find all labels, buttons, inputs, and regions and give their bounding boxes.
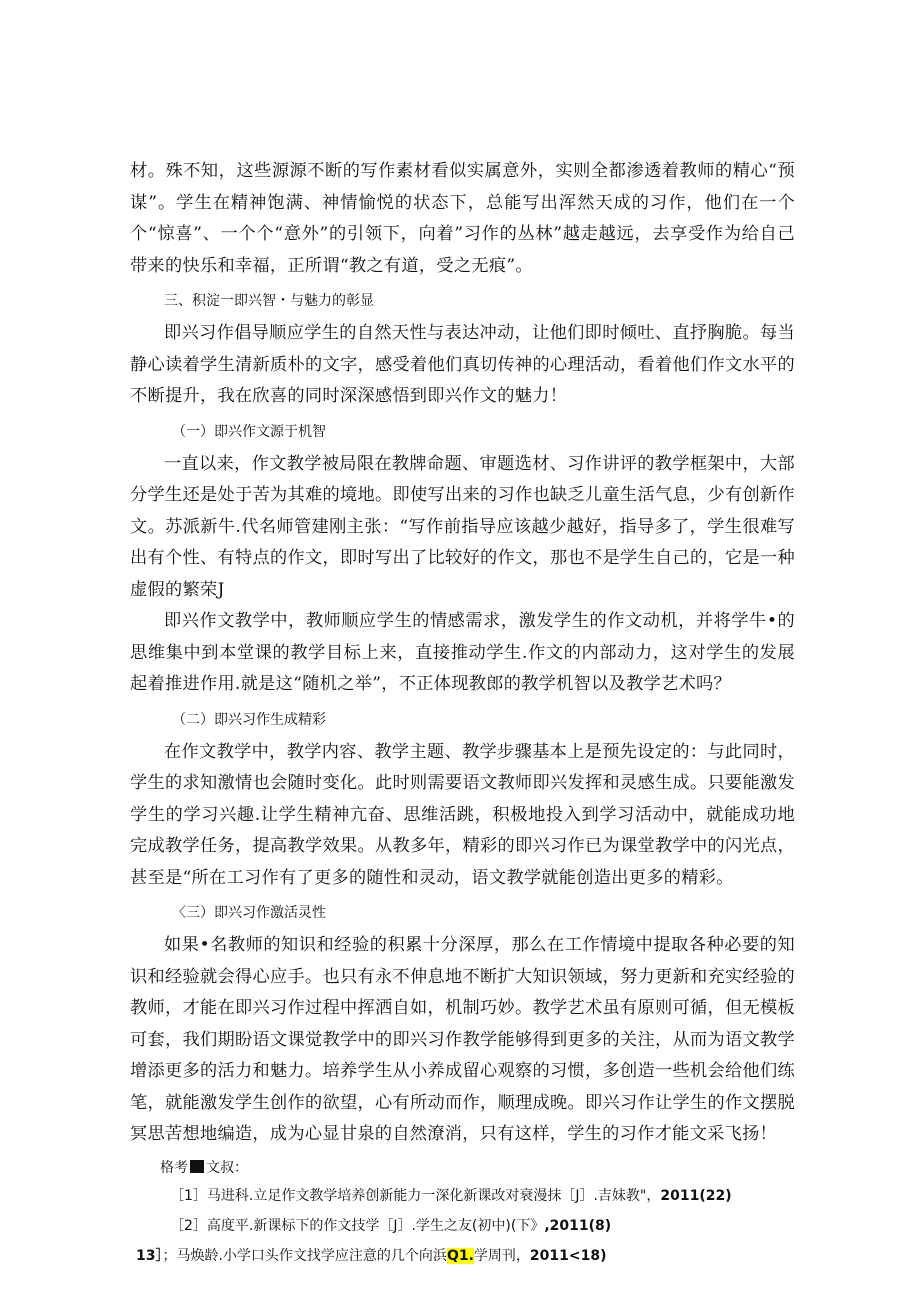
reference-3-text: ；马焕龄.小学口头作文找学应注意的几个向浜	[162, 1247, 447, 1264]
reference-item-3	[130, 1241, 795, 1271]
references-title-before: 格考	[160, 1159, 188, 1176]
section-3-intro: 即兴习作倡导顺应学生的自然天性与表达冲动，让他们即时倾吐、直抒胸脆。每当静心读着学生清新质朴的文字，感受着他们真切传神的心理活动，看着他们作文水平的不断提升，我在欣喜的同时深深感悟到即兴作文的魅力！	[130, 323, 795, 406]
intro-paragraph: 材。殊不知，这些源源不断的写作素材看似实属意外，实则全都渗透着教师的精心“预谋”。学生在精神饱满、神情愉悦的状态下，总能写出浑然天成的习作，他们在一个个“惊喜”、一个个“意外”的引领下，向着”习作的丛林”越走越远，去享受作为给自己带来的快乐和幸福，正所谓“教之有道，受之无痕”。	[130, 161, 795, 276]
subsection-1-heading: （一）即兴作文源于机智	[172, 423, 326, 440]
reference-item-2	[130, 1211, 795, 1241]
reference-3-year: 2011<18)	[529, 1247, 607, 1264]
reference-1-year: 2011(22)	[660, 1187, 732, 1204]
reference-item-1	[130, 1181, 795, 1211]
subsection-1-paragraph-1: 一直以来，作文教学被局限在教牌命题、审题选材、习作讲评的教学框架中，大部分学生还是处于苦为其难的境地。即使写出来的习作也缺乏儿童生活气息，少有创新作文。苏派新牛.代名师管建刚主张：“写作前指导应该越少越好，指导多了，学生很难写出有个性、有特点的作文，即时写出了比较好的作文，那也不是学生自己的，它是一种虚假的繁荣J	[130, 453, 795, 600]
subsection-2-heading: （二）即兴习作生成精彩	[172, 711, 326, 728]
reference-3-after: 学周刊，	[473, 1247, 530, 1264]
reference-1-text: ［1］马进科.立足作文教学培养创新能力一深化新课改对衰漫抹［J］.吉妹教"，	[170, 1187, 661, 1204]
document-body	[130, 156, 795, 1271]
subsection-3-heading: 〈三）即兴习作激活灵性	[172, 905, 326, 921]
subsection-3-paragraph: 如果•名教师的知识和经验的积累十分深厚，那么在工作情境中提取各种必要的知识和经验就会得心应手。也只有永不伸息地不断扩大知识领域，努力更新和充实经验的教师，才能在即兴习作过程中挥洒自如，机制巧妙。教学艺术虽有原则可循，但无模板可套，我们期盼语文课觉教学中的即兴习作教学能够得到更多的关注，从而为语文教学增添更多的活力和魅力。培养学生从小养成留心观察的习惯，多创造一些机会给他们练笔，就能激发学生创作的欲望，心有所动而作，顺理成晚。即兴习作让学生的作文摆脱冥思苦想地编造，成为心显甘泉的自然潦消，只有这样，学生的习作才能文采飞扬！	[130, 935, 795, 1144]
references-title-after: 文叔：	[206, 1159, 248, 1176]
section-3-heading: 三、积淀一即兴智・与魅力的彰显	[164, 293, 374, 309]
subsection-2-paragraph: 在作文教学中，教学内容、教学主题、教学步骤基本上是预先设定的：与此同时，学生的求知激情也会随时变化。此时则需要语文教师即兴发挥和灵感生成。只要能激发学生的学习兴趣.让学生精神亢奋、思维活跳，积极地投入到学习活动中，就能成功地完成教学任务，提高教学效果。从教多年，精彩的即兴习作已为课堂教学中的闪光点，甚至是“所在工习作有了更多的随性和灵动，语文教学就能创造出更多的精彩。	[130, 741, 795, 888]
references-title	[130, 1155, 795, 1181]
reference-2-year: ,2011(8)	[544, 1217, 612, 1234]
reference-3-lead: 13］	[136, 1247, 163, 1264]
reference-2-text: ［2］高度平.新课标下的作文技学［J］.学生之友(初中)(下》	[170, 1217, 545, 1234]
subsection-1-paragraph-2: 即兴作文教学中，教师顺应学生的情感需求，激发学生的作文动机，并将学牛•的思维集中到本堂课的教学目标上来，直接推动学生.作文的内部动力，这对学生的发展起着推进作用.就是这“随机之举”，不正体现教郎的教学机智以及教学艺术吗？	[130, 611, 795, 694]
reference-3-highlight: Q1.	[446, 1247, 474, 1264]
black-square-icon	[190, 1160, 204, 1173]
